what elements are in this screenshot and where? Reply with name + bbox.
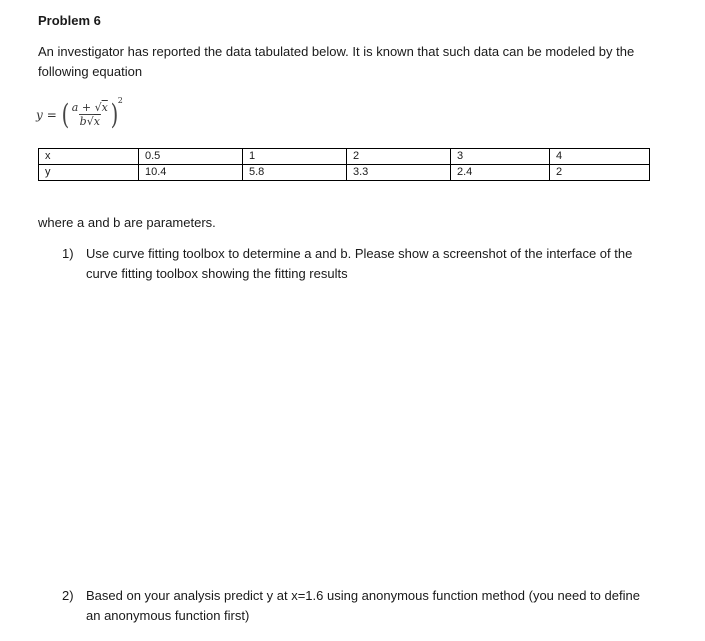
question-text: Based on your analysis predict y at x=1.6 using anonymous function method (you need to define an anonymous function first) — [86, 588, 640, 623]
table-cell: 3.3 — [347, 165, 451, 181]
parameters-note: where a and b are parameters. — [38, 215, 216, 230]
equation-fraction — [71, 102, 109, 128]
denominator-b: b — [79, 115, 87, 128]
table-cell: 2.4 — [451, 165, 550, 181]
equation-lhs: y — [36, 108, 43, 122]
right-paren: ) — [110, 98, 119, 131]
table-cell: 1 — [243, 149, 347, 165]
table-row-y — [39, 165, 650, 181]
table-cell: 10.4 — [139, 165, 243, 181]
table-cell: 5.8 — [243, 165, 347, 181]
equation-equals: = — [46, 108, 57, 122]
table-cell: 0.5 — [139, 149, 243, 165]
sqrt-symbol: √ — [86, 115, 94, 128]
denominator-radicand: x — [93, 115, 100, 128]
table-cell: 2 — [550, 165, 650, 181]
row-label-x: x — [39, 149, 139, 165]
problem-intro: An investigator has reported the data tabulated below. It is known that such data can be modeled by the following equation — [38, 44, 635, 79]
model-equation — [36, 98, 123, 132]
table-cell: 2 — [347, 149, 451, 165]
question-1 — [62, 244, 652, 284]
question-number: 2) — [62, 588, 74, 603]
question-number: 1) — [62, 246, 74, 261]
row-label-y: y — [39, 165, 139, 181]
table-cell: 4 — [550, 149, 650, 165]
left-paren: ( — [61, 98, 70, 131]
equation-denominator — [79, 114, 101, 128]
table-row-x — [39, 149, 650, 165]
equation-exponent: 2 — [117, 96, 123, 105]
numerator-plus: + — [78, 101, 95, 114]
question-text: Use curve fitting toolbox to determine a and b. Please show a screenshot of the interface of the curve fitting toolbox showing the fitting results — [86, 246, 633, 281]
table-cell: 3 — [451, 149, 550, 165]
numerator-a: a — [71, 101, 79, 114]
sqrt-symbol: √ — [94, 101, 102, 114]
numerator-radicand: x — [101, 101, 108, 114]
problem-title: Problem 6 — [38, 13, 101, 28]
data-table — [38, 148, 650, 181]
question-2 — [62, 586, 652, 626]
equation-numerator — [71, 102, 109, 114]
